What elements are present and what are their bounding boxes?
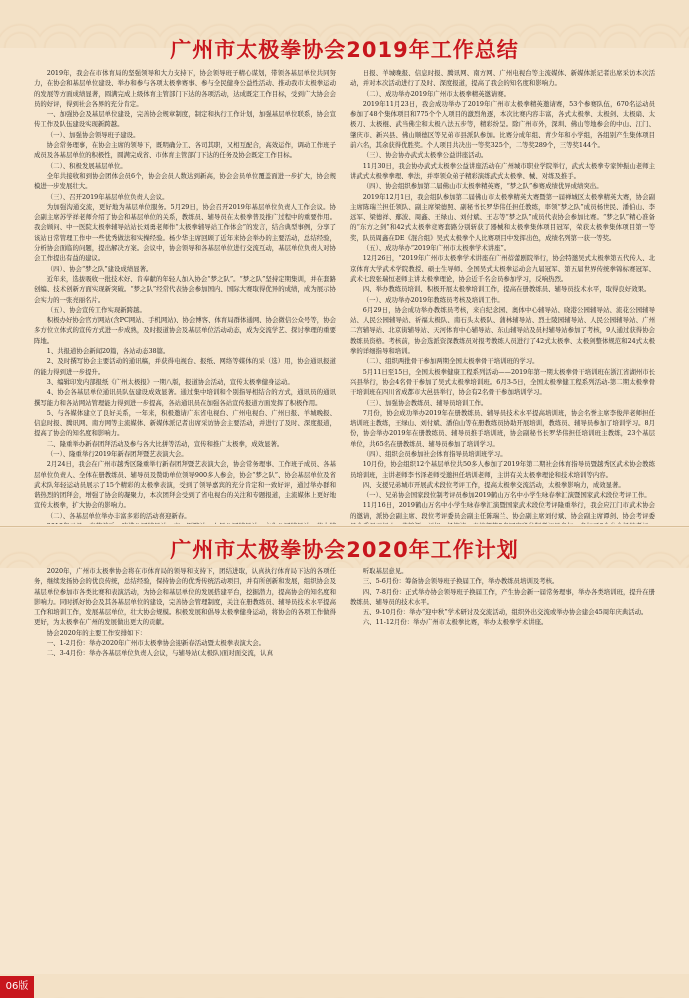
bottom-decorative-band xyxy=(0,974,689,998)
paragraph: （一）、成功举办2019年教练员考核及培训工作。 xyxy=(362,295,504,304)
paragraph: 3、编辑印发内部报纸《广州太极报》一期八版，报道协会活动，宣传太极拳健身运动。 xyxy=(46,377,294,386)
paragraph: 四、7-8月份：正式举办协会领导班子换届工作，产生协会新一届常务理事，举办各类培训班，提升在册教练员、辅导员的技术水平。 xyxy=(350,587,655,606)
paragraph: 积极办好协会官方网站(含PC网站、手机网站)、协会博客、体育局群体通网、协会微信公众号等，协会多方位立体式的宣传方式进一步成熟，及时报道协会及基层单位活动动态，成为交流学艺、探讨拳理的重要阵地。 xyxy=(34,316,336,345)
paragraph: （五）、成功举办“2019年广州市太极拳学术讲座”。 xyxy=(362,244,511,253)
paragraph: 协会2020年的主要工作安排如下： xyxy=(46,628,147,637)
paragraph: 二、3-4月份：举办各基层单位负责人会议，与辅导站(太极队)面对面交流，认真 xyxy=(46,649,273,658)
paragraph: 一、加强协会及基层单位建设，完善协会规章制度，制定和执行工作计划，加强基层单位联系，协会宣传工作及队伍建设实现新跨越。 xyxy=(34,110,336,129)
paragraph: 五、9-10月份：举办“迎中秋”学术研讨及交流活动，组织外出交流或举办协会建会45周年庆典活动。 xyxy=(362,608,648,617)
paragraph xyxy=(34,521,336,524)
paragraph: （四）、协会组织参加第二届佛山市太极拳精英赛，“梦之队”参赛成绩优异成绩突出。 xyxy=(362,182,603,191)
paragraph: 2020年，广州市太极拳协会将在市体育局的领导和支持下，团结进取，认真执行体育局下达的各项任务，继续发扬协会的优良传统，总结经验，保持协会的优秀传统活动项目，并有所创新和发展，组织协会及基层单位参加市各类比赛和表演活动，为协会和基层单位的发展搭建平台，挖掘潜力，提高协会的知名度和影响力。同时抓好协会及其各基层单位的建设，完善协会管理制度，关注在册教练员、辅导员技术水平提高工作和培训工作，发展基层单位，壮大协会规模。积极发展和倡导太极拳健身运动，将协会的各项工作做得更好，为太极拳在广州的发展做出更大的贡献。 xyxy=(34,567,336,627)
paragraph: 二、隆重举办新春团拜活动及参与各大比拼等活动，宣传和推广太极拳，成效显著。 xyxy=(46,439,284,448)
plan-column-left xyxy=(34,566,336,974)
summary-column-left xyxy=(34,68,336,524)
paragraph: 三、5-6月份：筹备协会领导班子换届工作，举办教练员培训及考核。 xyxy=(362,577,559,586)
paragraph: 六、11-12月份：举办广州市太极拳比赛，举办太极拳学术讲座。 xyxy=(362,618,548,627)
paragraph: 11月30日，我会协办武式太极拳公益讲座活动在广州城市职业学院举行，武式太极拳专家钟振山老师主讲武式太极拳拳理、拳法，并率领众弟子精彩演练武式太极拳、械、对练及推手。 xyxy=(350,161,655,180)
paragraph: 7月份，协会成功举办2019年在册教练员、辅导员技术水平提高培训班，协会名誉主席李俊萍老师担任培训班主教练，王绿山、刘付斌、潘伯山等在册教练员协助开展培训，教练员、辅导员参加了培训学习。8月份，协会举办2019年在册教练员、辅导员推手培训班，协会副秘书长罗华伟担任培训班主教练，23个基层单位，共65名在册教练员、辅导员参加了培训学习。 xyxy=(350,408,655,448)
paragraph: （二）、各基层单位举办丰富多彩的活动喜迎新春。 xyxy=(46,511,191,520)
paragraph: （五）、协会宣传工作实现新跨越。 xyxy=(46,305,146,314)
paragraph: 听取基层意见。 xyxy=(362,567,408,575)
paragraph: 协会常务理事，在协会主席的领导下，既明确分工、各司其职，又相互配合，高效运作，调动工作班子成员及各基层单位的积极性，圆满完成省、市体育主管部门下达的任务及协会既定工作目标。 xyxy=(34,141,336,160)
paragraph: 四、支援兄弟城市开展武术段位考评工作，提高太极拳交流活动，太极拳影响力，成效显著。 xyxy=(362,480,625,489)
paragraph: 11月16日，2019鹤山万名中小学生咏春拳汇演暨国家武术段位考评隆重举行，我会应江门市武术协会的邀请，派协会副主席、段位考评委员会副主任陈瑞兰、协会副主席刘付斌、协会副主席谭剑、协会考评委 xyxy=(350,501,655,520)
paragraph: 5、与各媒体建立了良好关系，一年来，积极邀请广东省电视台、广州电视台、广州日报、羊城晚报、信息时报、腾讯网、南方网等主流媒体、新媒体派记者出席采访协会主要活动，并进行了及时、深度报道，提高了协会的知名度和影响力。 xyxy=(34,408,336,438)
paragraph: （一）、隆重举行2019年新春团拜暨艺表演大会。 xyxy=(46,449,188,458)
paragraph: 12月26日，“2019年广州市太极拳学术讲座在广州蓓蕾剧院举行，协会特邀吴式太极拳第五代传人、北京体育大学武术学院教授、硕士生导师、全国吴式太极拳运动会九届冠军、第五届世界传统拳锦标赛冠军、武术七段张瑞恒老师主讲太极拳理论，协会近千名会员参加学习，反响热烈。 xyxy=(350,254,655,283)
paragraph: （三）、协会协办武式太极拳公益讲座活动。 xyxy=(362,151,488,160)
paragraph: 近年来，选拔吸收一批技术好、肯奉献的年轻人加入协会“梦之队”。“梦之队”坚持定期集训，并在套路创编、技术创新方面实现新突破。“梦之队”经常代表协会参加国内、国际大赛取得优异的成绩，成为展示协会实力的一张亮丽名片。 xyxy=(34,274,336,304)
paragraph: （二）、组织两批骨干参加两期全国太极拳骨干培训班的学习。 xyxy=(362,357,539,366)
headline-2020-plan: 广州市太极拳协会2020年工作计划 xyxy=(170,538,519,562)
paragraph: （二）、成功举办2019年广州市太极拳精英邀请赛。 xyxy=(362,89,511,98)
paragraph: 2、及时撰写协会主要活动的通讯稿，并获得电视台、报纸、网络等媒体的采（选）用，协会通讯报道的能力得到进一步提升。 xyxy=(34,357,336,376)
paragraph: 全年共接收和到协会团体会员6个，协会会员人数达到新高，协会会员单位覆盖面进一步扩大，协会规模进一步发展壮大。 xyxy=(34,171,336,191)
paragraph: 1、共报道协会新闻20篇，各站动态38篇。 xyxy=(46,347,170,356)
paragraph: （三）、加强协会教练员、辅导员培训工作。 xyxy=(362,398,488,407)
paragraph: （一）、兄弟协会国家段位制考评员参加2019鹤山万名中小学生咏春拳汇演暨国家武术段位考评工作。 xyxy=(362,491,651,500)
section-divider xyxy=(0,526,689,527)
paragraph: 5月11日至15日，全国太极拳健康工程系列活动——2019年第一期太极拳骨干培训班在浙江省湖州市长兴县举行，协会4名骨干参加了吴式太极拳培训班。6月3-5日，全国太极拳健工程系列活动-第二期太极拳骨干培训班在四川省成都市大邑县举行，协会有2名骨干参加培训学习。 xyxy=(350,367,655,397)
paragraph: （二）、积极发展基层单位。 xyxy=(46,161,127,170)
paragraph: 一、1-2月份：举办2020年广州市太极拳协会迎新春活动暨太极拳表演大会。 xyxy=(46,639,266,648)
paragraph: 2019年12月1日，我会组队参加第二届佛山市太极拳精英大赛暨第一届禅城区太极拳精英大赛，协会副主席陈瑞兰担任领队、副主席梁德照、副秘书长罗华伟任担任教练，率领“梦之队”成员杨世民、潘伯山、李远军、梁德祥、鄢波、周鑫、王绿山、刘付斌、王志等“梦之队”成员代表协会参加比赛。“梦之队”精心准备的“东方之剑”和42式太极拳竞赛套路分别斩获了器械和太极拳集体项目冠军，荣获太极拳集体项目第一等奖，队员周鑫在DE《混合组》吴式太极拳个人比赛项目中发挥出色，成绩名列第一获一等奖。 xyxy=(350,192,655,242)
paragraph: 四、举办教练员培训、积极开展太极拳培训工作，提高在册教练员、辅导员技术水平，取得良好效果。 xyxy=(362,285,651,294)
paragraph: 2019年11月23日，我会成功举办了2019年广州市太极拳精英邀请赛，53个参赛队伍，670名运动员参加了48个集体项目和775个个人项目的激烈角逐，本次比赛内容丰富，各式太极拳、太极剑、太极扇、太极刀、太极棍、武当佛尘和太极八法五步等，精彩纷呈。除广州市外，深圳、佛山等地参会的中山、江门、肇庆市、新兴县、佛山顺德区等兄弟市县派队参加。比赛分成年组、青少年和小学组，各组别产生集体项目前六名，其余获得优胜奖。个人项目共决出一等奖325个，二等奖289个，三等奖144个。 xyxy=(350,99,655,150)
paragraph: 日报、羊城晚报、信息时报、腾讯网、南方网、广州电视台等主流媒体、新媒体派记者出席采访本次活动，并对本次活动进行了及时、深度报道，提高了我会的知名度和影响力。 xyxy=(350,69,655,88)
paragraph: （四）、协会“梦之队”建设成绩显著。 xyxy=(46,264,153,273)
page-number-badge: 06版 xyxy=(0,976,34,998)
paragraph: 10月份，协会组织12个基层单位共50多人参加了2019年第二期社会体育指导员暨越秀区武术协会教练员培训班，主讲老师李书泽老师受邀担任培训老师，主讲有关太极拳理论和技术培训等内容。 xyxy=(350,460,655,479)
paragraph: 2月24日，我会在广州市越秀区隆重举行新春团拜暨艺表演大会，协会常务理事、工作班子成员、各基层单位负责人、全体在册教练员、辅导员及赞助单位领导900多人参会，协会“梦之队”、协会基层单位及省武术队年轻运动员展示了15个精彩的太极拳表演，受到了领导嘉宾的充分肯定和一致好评，通过举办群和谐热烈的团拜会，增强了协会的凝聚力，本次团拜会受到了省电视台的关注和专题报道，主流媒体上更好地宣传太极拳，扩大协会的影响力。 xyxy=(34,460,336,510)
plan-column-right xyxy=(350,566,655,974)
paragraph: （四）、组织会员参加社会体育指导员培训班学习。 xyxy=(362,449,507,458)
paragraph: 4、协会各基层单位通讯员队伍建设成效显著。通过集中培训和个别指导相结合的方式，通讯员的通讯撰写能力和各站网站管理能力得到进一步提高，各站通讯员在加强各站宣传报道方面发挥了积极作用。 xyxy=(34,388,336,407)
summary-column-right xyxy=(350,68,655,524)
paragraph: 6月29日，协会成功举办教练员考核，来自纪念园、奥体中心辅导站、晓港公园辅导站、流花公园辅导站、人民公园辅导站、祈福太极队、南石头太极队、蒲林辅导站、烈士陵园辅导站、人民公园辅导站、广州二宫辅导站、北京街辅导站、天河体育中心辅导站、东山辅导站及员村辅导站参加了考核，9人通过获得协会教练员资格。考核前，协会选派资深教练员对报考教练人员进行了42式太极拳、太极剑整体规范和24式太极拳的详细指导和培训。 xyxy=(350,305,655,356)
paragraph: 为加强沟通交流，更好地为基层单位服务。5月29日，协会召开2019年基层单位负责人工作会议。协会副主席苏学祥老师介绍了协会和基层单位的关系，教练员、辅导员在太极拳普及推广过程中的重要作用。我会顾问、中一医院太极拳辅导站站长刘勇老师作“太极拳辅导站工作体会”的发言，结合典型事例，分享了该站日常管理工作中一些优秀做法和实操经验。杨少华主席回顾了近年来协会举办的主要活动，总结经验，分析协会面临的问题，提出解决方案。会议中，协会领导和各基层单位进行交流互动，基层单位负责人对协会工作提出有益的建议。 xyxy=(34,202,336,263)
paragraph: 2019年，我会在市体育局的坚强领导和大力支持下，协会领导班子精心谋划，带领各基层单位共同努力，在协会和基层单位建设、举办和参与各项太极拳赛事、参与全民健身公益性活动、推动我市太极拳运动的发展等方面成绩显著，圆满完成上级体育主管部门下达的各项活动，达成既定工作目标，受到广大协会会员的好评，得到社会各界的充分肯定。 xyxy=(34,69,336,108)
paragraph: （三）、召开2019年基层单位负责人会议。 xyxy=(46,192,169,201)
headline-2019-summary: 广州市太极拳协会2019年工作总结 xyxy=(170,38,519,62)
paragraph: （一）、加强协会领导班子建设。 xyxy=(46,130,140,139)
